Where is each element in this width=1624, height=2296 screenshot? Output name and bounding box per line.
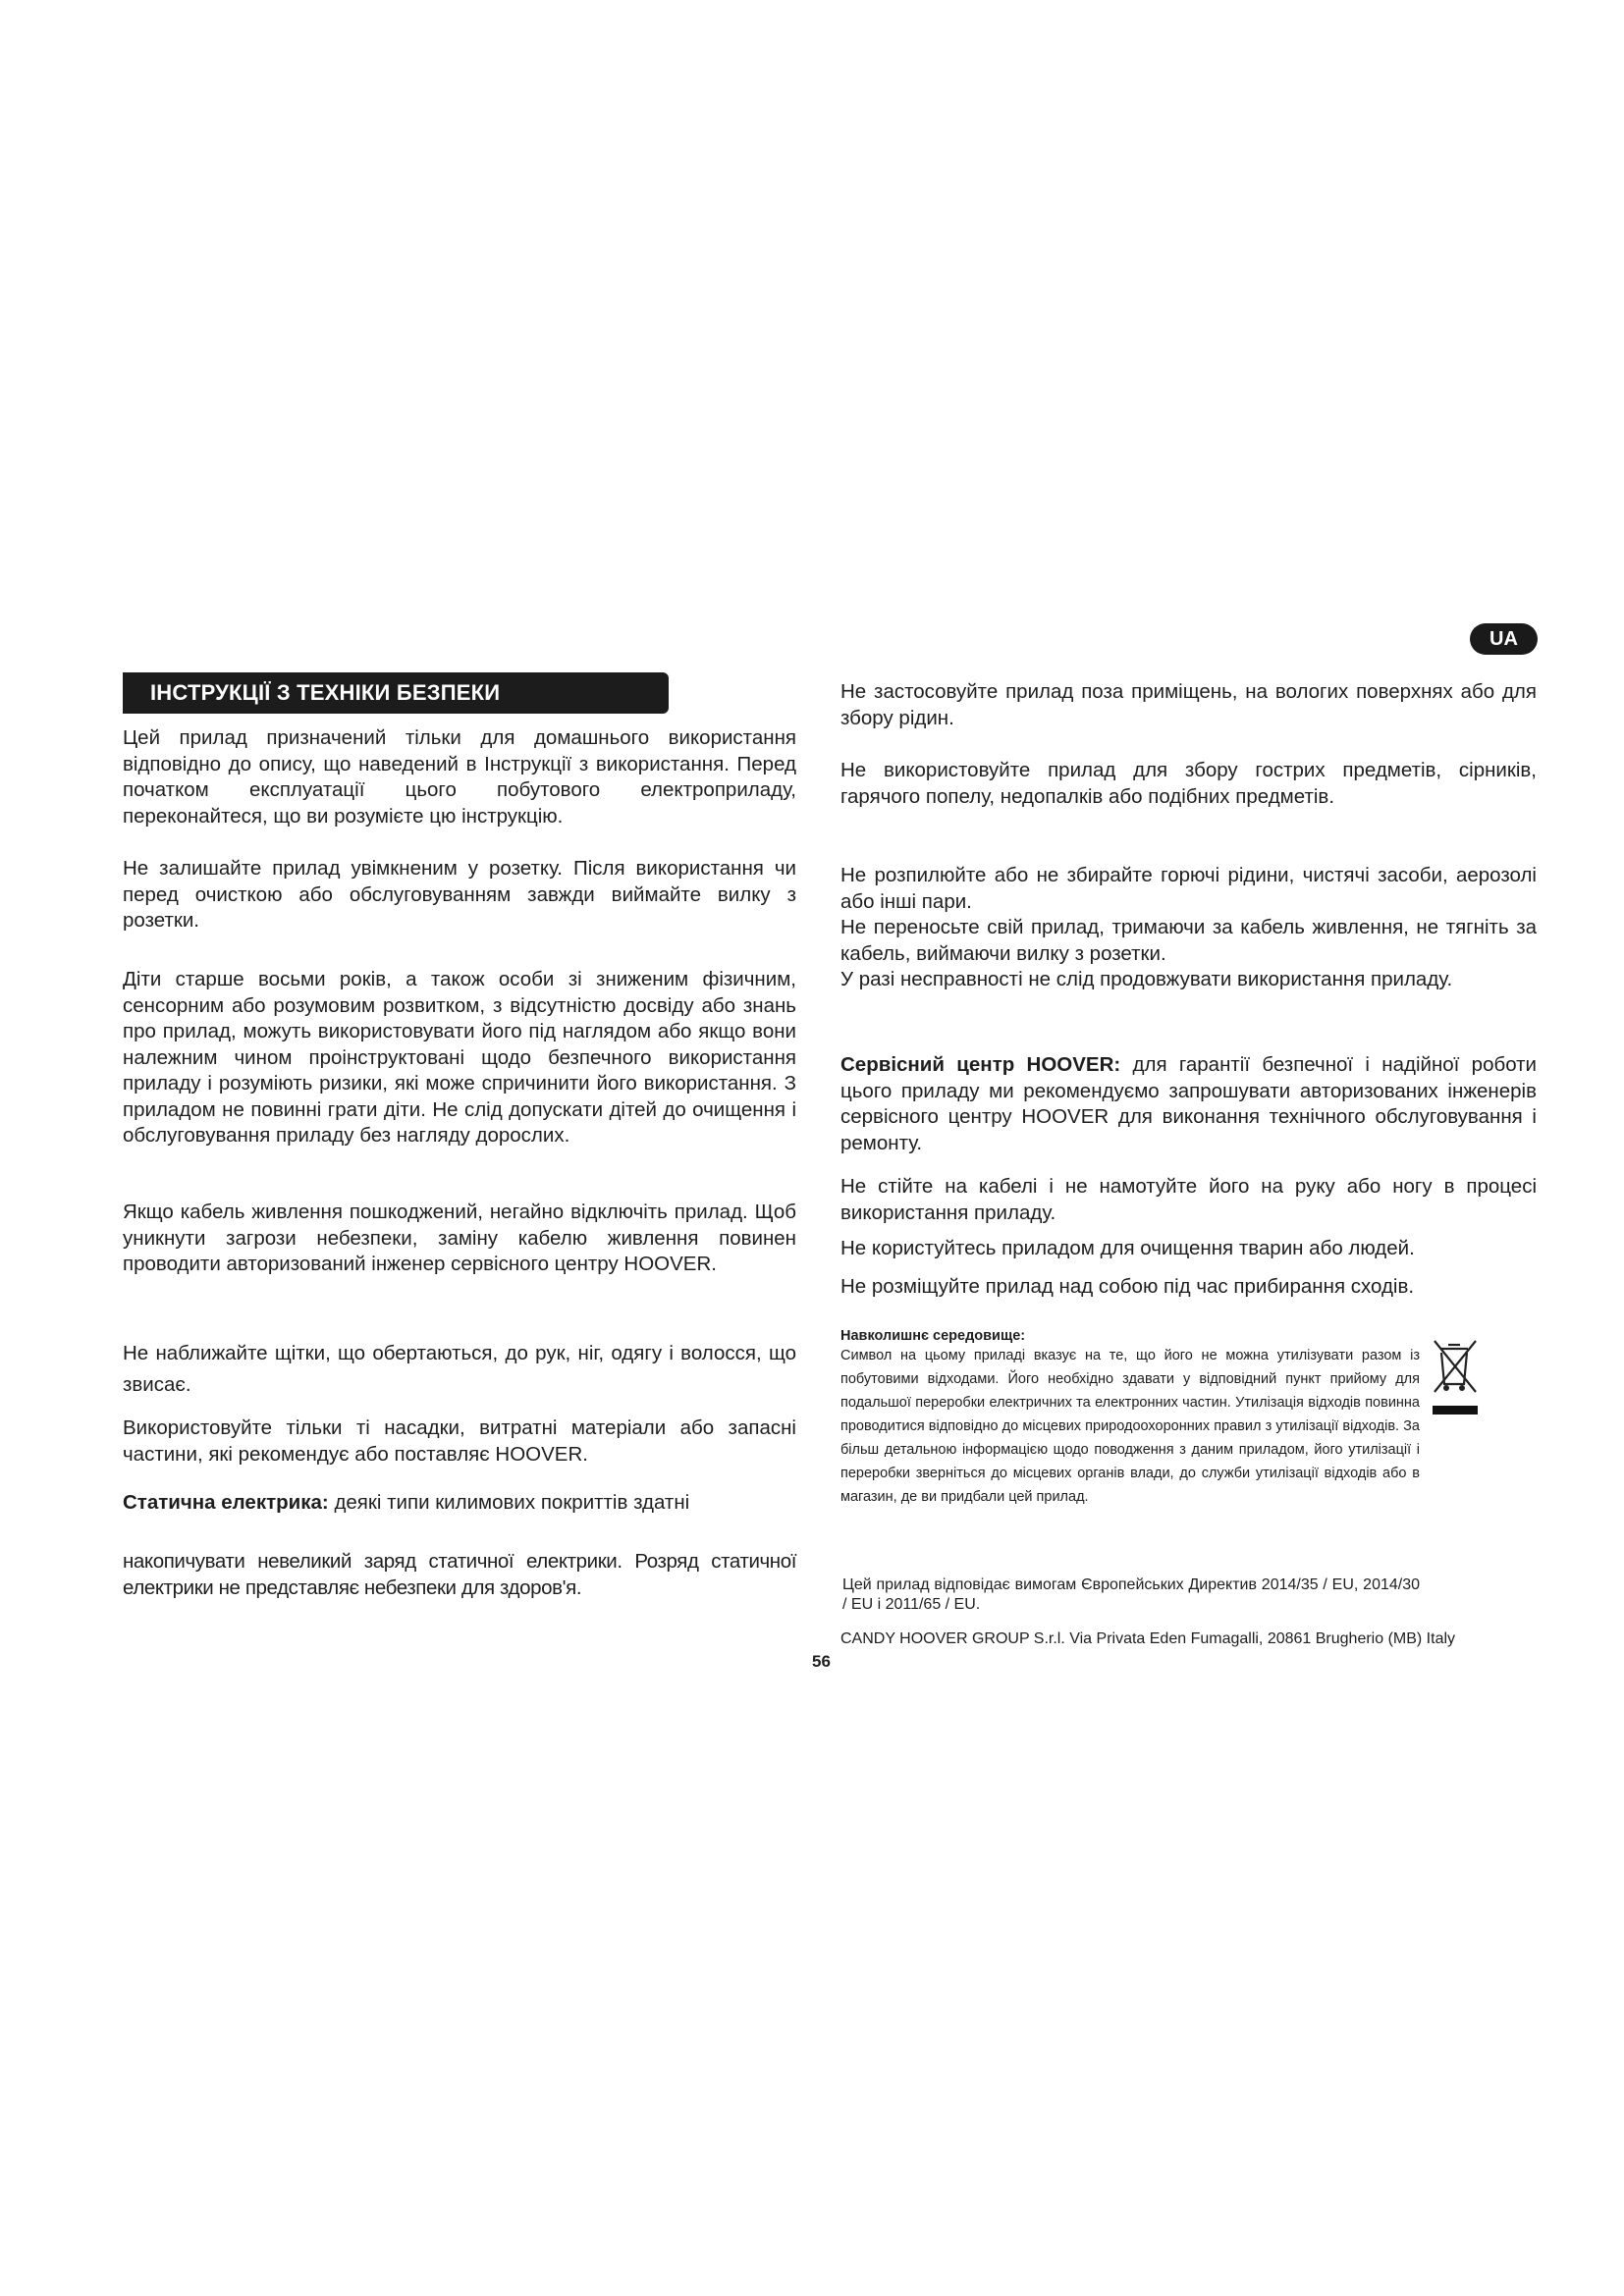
left-paragraph-7 <box>123 1490 796 1517</box>
right-paragraph-6 <box>840 1052 1537 1156</box>
left-paragraph-2: Не залишайте прилад увімкненим у розетку. Після використання чи перед очисткою або обслуговуванням завжди виймайте вилку з розетки. <box>123 857 796 932</box>
right-paragraph-9: Не розміщуйте прилад над собою під час прибирання сходів. <box>840 1275 1415 1298</box>
environment-text: Символ на цьому приладі вказує на те, що його не можна утилізувати разом із побутовими відходами. Його необхідно здавати у відповідний пункт прийому для подальшої переробки електричних та електронних частин. Утилізація відходів повинна проводитися відповідно до місцевих природоохоронних правил з утилізації відходів. За більш детальною інформацією щодо поводження з даним приладом, його утилізації і переробки зверніться до місцевих органів влади, до служби утилізації відходів або в магазин, де ви придбали цей прилад. <box>840 1348 1420 1505</box>
right-paragraph-7: Не стійте на кабелі і не намотуйте його на руку або ногу в процесі використання приладу. <box>840 1175 1537 1224</box>
right-paragraph-5: У разі несправності не слід продовжувати використання приладу. <box>840 968 1453 990</box>
left-paragraph-8: накопичувати невеликий заряд статичної електрики. Розряд статичної електрики не представляє небезпеки для здоров'я. <box>123 1550 796 1599</box>
environment-heading: Навколишнє середовище: <box>840 1328 1026 1344</box>
right-paragraph-3: Не розпилюйте або не збирайте горючі рідини, чистячі засоби, аерозолі або інші пари. <box>840 864 1537 913</box>
left-paragraph-4: Якщо кабель живлення пошкоджений, негайно відключіть прилад. Щоб уникнути загрози небезпеки, заміну кабелю живлення повинен проводити авторизований інженер сервісного центру HOOVER. <box>123 1201 796 1275</box>
section-title-bar <box>123 672 669 714</box>
left-paragraph-3: Діти старше восьми років, а також особи зі зниженим фізичним, сенсорним або розумовим розвитком, з відсутністю досвіду або знань про прилад, можуть використовувати його під наглядом або якщо вони належним чином проінструктовані щодо безпечного використання приладу і розуміють ризики, які може спричинити його використання. З приладом не повинні грати діти. Не слід допускати дітей до очищення і обслуговування приладу без нагляду дорослих. <box>123 968 796 1147</box>
section-title: ІНСТРУКЦІЇ З ТЕХНІКИ БЕЗПЕКИ <box>150 680 501 705</box>
environment-note <box>840 1328 1420 1509</box>
language-badge: UA <box>1470 623 1538 655</box>
left-paragraph-1: Цей прилад призначений тільки для домашнього використання відповідно до опису, що наведений в Інструкції з використання. Перед початком експлуатації цього побутового електроприладу, переконайтеся, що ви розумієте цю інструкцію. <box>123 726 796 828</box>
left-paragraph-6: Використовуйте тільки ті насадки, витратні матеріали або запасні частини, які рекомендує або поставляє HOOVER. <box>123 1416 796 1466</box>
page-number: 56 <box>812 1652 831 1671</box>
service-center-text: для гарантії безпечної і надійної роботи цього приладу ми рекомендуємо запрошувати авторизованих інженерів сервісного центру HOOVER для виконання технічного обслуговування і ремонту. <box>840 1053 1537 1154</box>
static-electricity-label: Статична електрика: <box>123 1491 329 1514</box>
right-paragraph-8: Не користуйтесь приладом для очищення тварин або людей. <box>840 1237 1415 1259</box>
right-paragraph-2: Не використовуйте прилад для збору гострих предметів, сірників, гарячого попелу, недопалків або подібних предметів. <box>840 759 1537 808</box>
static-electricity-text: деякі типи килимових покриттів здатні <box>328 1491 690 1514</box>
right-paragraph-4: Не переносьте свій прилад, тримаючи за кабель живлення, не тягніть за кабель, виймаючи вилку з розетки. <box>840 916 1537 965</box>
crossed-out-wheelie-bin-icon <box>1427 1335 1482 1419</box>
left-paragraph-5: Не наближайте щітки, що обертаються, до рук, ніг, одягу і волосся, що звисає. <box>123 1342 796 1396</box>
compliance-text: Цей прилад відповідає вимогам Європейських Директив 2014/35 / EU, 2014/30 / EU і 2011/65 / EU. <box>842 1576 1420 1613</box>
service-center-label: Сервісний центр HOOVER: <box>840 1053 1121 1076</box>
manufacturer-address: CANDY HOOVER GROUP S.r.l. Via Privata Eden Fumagalli, 20861 Brugherio (MB) Italy <box>840 1630 1456 1647</box>
right-paragraph-1: Не застосовуйте прилад поза приміщень, на вологих поверхнях або для збору рідин. <box>840 680 1537 729</box>
